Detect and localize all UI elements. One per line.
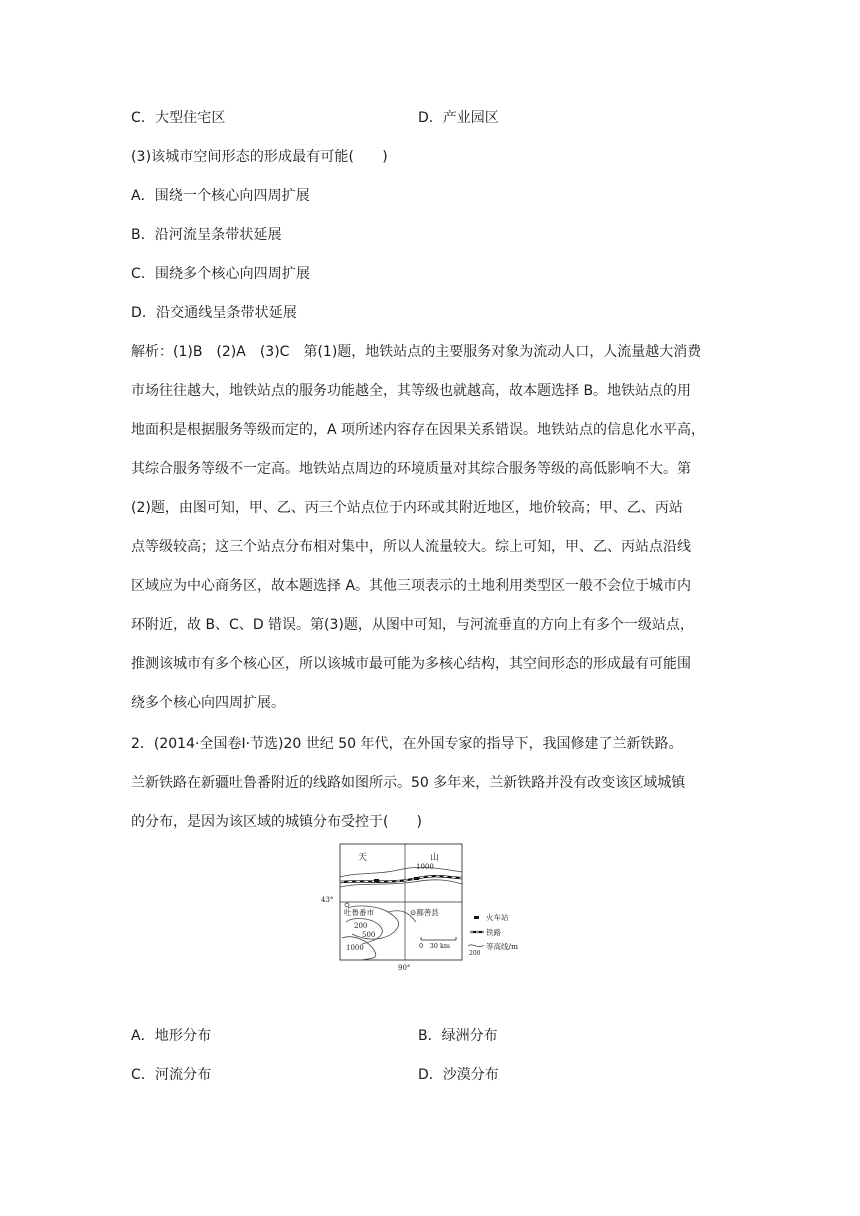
q3-stem: (3)该城市空间形态的形成最有可能( ) <box>131 149 388 165</box>
q3-option-c: C．围绕多个核心向四周扩展 <box>131 266 311 282</box>
latitude-label: 43° <box>321 896 334 904</box>
analysis-line: 市场往往越大，地铁站点的服务功能越全，其等级也就越高，故本题选择 B。地铁站点的用 <box>131 383 692 399</box>
q2-option-a: A．地形分布 <box>131 1028 212 1044</box>
q2-stem-line: 2．(2014·全国卷Ⅰ·节选)20 世纪 50 年代，在外国专家的指导下，我国修建了兰新铁路。 <box>131 736 683 752</box>
analysis-line: 推测该城市有多个核心区，所以该城市最可能为多核心结构，其空间形态的形成最有可能围 <box>131 656 691 672</box>
q2-stem-line: 的分布，是因为该区域的城镇分布受控于( ) <box>131 814 422 830</box>
county-label-shanshan: ⊙鄯善县 <box>410 908 439 917</box>
city-label-turpan: 吐鲁番市 <box>344 908 374 917</box>
map-label-tian: 天 <box>358 853 368 863</box>
contour-label: 200 <box>354 922 368 930</box>
q2-stem-line: 兰新铁路在新疆吐鲁番附近的线路如图所示。50 多年来，兰新铁路并没有改变该区域城镇 <box>131 775 686 791</box>
scale-label: 0 30 km <box>419 942 451 950</box>
legend-contour-icon <box>468 945 484 947</box>
legend-contour-label: 等高线/m <box>486 942 519 951</box>
analysis-line: 环附近，故 B、C、D 错误。第(3)题，从图中可知，与河流垂直的方向上有多个一级站点， <box>131 617 694 633</box>
turpan-railway-map <box>318 842 540 972</box>
city-marker-icon <box>345 903 349 907</box>
train-station-icon <box>374 879 379 882</box>
contour-label: 1000 <box>416 863 434 871</box>
q2-option-c: C．河流分布 <box>131 1067 212 1083</box>
q3-option-b: B．沿河流呈条带状延展 <box>131 227 282 243</box>
legend-contour-value: 200 <box>469 950 481 957</box>
analysis-line: 点等级较高；这三个站点分布相对集中，所以人流量较大。综上可知，甲、乙、丙站点沿线 <box>131 539 691 555</box>
q3-option-d: D．沿交通线呈条带状延展 <box>131 305 297 321</box>
q1-option-c: C．大型住宅区 <box>131 110 226 126</box>
q2-option-b: B．绿洲分布 <box>418 1028 498 1044</box>
q1-option-d: D．产业园区 <box>418 110 499 126</box>
q2-option-d: D．沙漠分布 <box>418 1067 499 1083</box>
q3-option-a: A．围绕一个核心向四周扩展 <box>131 188 310 204</box>
analysis-line: 解析：(1)B (2)A (3)C 第(1)题，地铁站点的主要服务对象为流动人口，人流量越大消费 <box>131 344 702 360</box>
longitude-label: 90° <box>398 964 411 972</box>
contour-label: 1000 <box>346 944 364 952</box>
analysis-line: 地面积是根据服务等级而定的，A 项所述内容存在因果关系错误。地铁站点的信息化水平高， <box>131 422 706 438</box>
legend-railway-label: 铁路 <box>486 928 501 937</box>
legend-station-icon <box>474 916 479 919</box>
legend-station-label: 火车站 <box>486 913 509 922</box>
analysis-line: 其综合服务等级不一定高。地铁站点周边的环境质量对其综合服务等级的高低影响不大。第 <box>131 461 691 477</box>
analysis-line: 绕多个核心向四周扩展。 <box>131 695 285 711</box>
train-station-icon <box>414 877 419 880</box>
analysis-line: 区域应为中心商务区，故本题选择 A。其他三项表示的土地利用类型区一般不会位于城市内 <box>131 578 692 594</box>
contour-label: 500 <box>362 931 376 939</box>
map-label-shan: 山 <box>430 853 440 863</box>
analysis-line: (2)题，由图可知，甲、乙、丙三个站点位于内环或其附近地区，地价较高；甲、乙、丙站 <box>131 500 683 516</box>
